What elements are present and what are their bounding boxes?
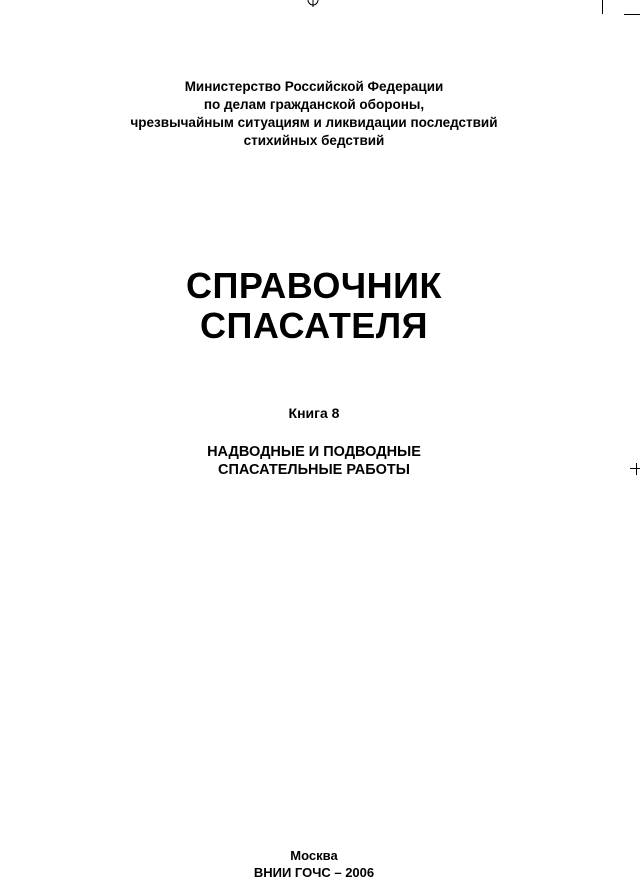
ministry-header bbox=[0, 78, 628, 150]
registration-mark-icon bbox=[306, 0, 320, 7]
book-title-line-1: СПРАВОЧНИК bbox=[186, 265, 442, 306]
ministry-line-1: Министерство Российской Федерации bbox=[184, 79, 444, 94]
book-subtitle bbox=[0, 443, 628, 479]
imprint-publisher-year: ВНИИ ГОЧС – 2006 bbox=[253, 865, 375, 880]
ministry-line-4: стихийных бедствий bbox=[243, 133, 385, 148]
ministry-line-2: по делам гражданской обороны, bbox=[203, 97, 425, 112]
book-subtitle-line-2: СПАСАТЕЛЬНЫЕ РАБОТЫ bbox=[218, 462, 410, 478]
book-subtitle-line-1: НАДВОДНЫЕ И ПОДВОДНЫЕ bbox=[207, 444, 421, 460]
crop-mark-top-right bbox=[602, 0, 603, 14]
book-title-line-2: СПАСАТЕЛЯ bbox=[200, 305, 428, 346]
crop-mark-right-middle-vertical bbox=[636, 463, 637, 475]
imprint bbox=[0, 847, 628, 881]
book-number: Книга 8 bbox=[288, 405, 340, 421]
book-title bbox=[0, 266, 628, 346]
imprint-city: Москва bbox=[290, 848, 338, 863]
ministry-line-3: чрезвычайным ситуациям и ликвидации последствий bbox=[130, 115, 498, 130]
crop-mark-top-right-horizontal bbox=[624, 14, 640, 15]
crop-mark-right-middle bbox=[630, 468, 640, 469]
